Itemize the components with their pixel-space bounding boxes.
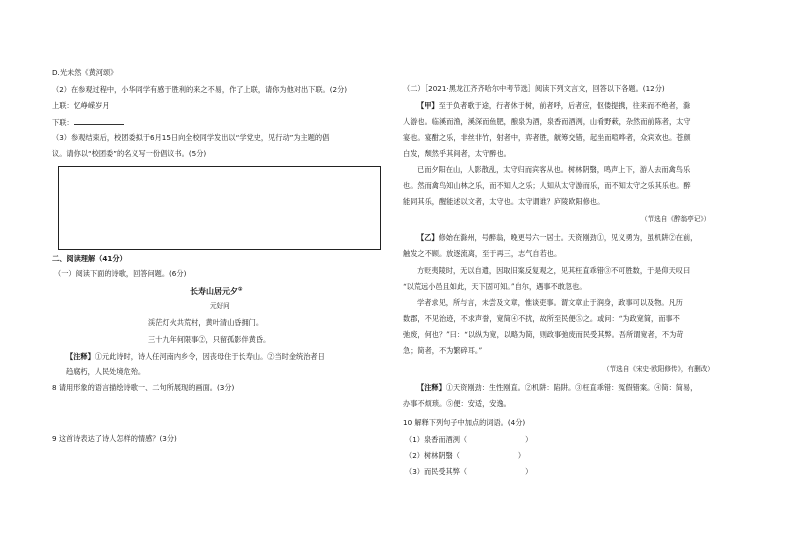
passage-yi-line-6: 数郡，不见治迹，不求声誉，宽简④不扰，故所至民便⑤之。或问：“为政宽简，而事不	[403, 314, 680, 323]
passage-jia-line-6: 也。然而禽鸟知山林之乐，而不知人之乐；人知从太守游而乐，而不知太守之乐其乐也。醉	[403, 181, 691, 190]
question-10: 10 解释下列句子中加点的词语。(4分)	[403, 418, 526, 427]
passage-yi-line-7: 弛废，何也？”曰：“以纵为宽，以略为简，则政事弛废而民受其弊。吾所谓宽者，不为苛	[403, 330, 684, 339]
poem-note-text-2: 趋腐朽，人民处境危殆。	[66, 367, 146, 376]
poem-line-1: 渓茫灯火共荒村，黄叶清山昏拥门。	[148, 318, 264, 327]
poem-title-footnote: ①	[238, 286, 243, 293]
passage-jia-line-2: 人游也。临溪而渔，溪深而鱼肥，酿泉为酒，泉香而酒洌，山肴野蔌，杂然而前陈者，太守	[403, 117, 691, 126]
passage-yi-line-4: “以荒远小邑且如此，天下固可知。”自尔，遇事不敢忽也。	[403, 282, 587, 291]
section-2-title: 二、阅读理解（41分）	[52, 254, 127, 263]
poem-author: 元好问	[210, 302, 230, 310]
q10-item-3: （3）而民受其弊（ ）	[405, 467, 533, 476]
couplet-lower-label: 下联：	[52, 118, 74, 127]
question-9: 9 这首诗表达了诗人怎样的情感？(3分)	[52, 434, 177, 443]
question-3-prompt-line2: 议。请你以“校团委”的名义写一份倡议书。(5分)	[52, 149, 207, 158]
poem-note-text: ①元此诗时，诗人任河南内乡令，因丧母住于长寿山。②当时金统治者日	[94, 352, 325, 361]
poem-line-2: 三十九年何限事②，只留孤影伴黄昏。	[148, 335, 271, 344]
classical-section-title: （二）［2021·黑龙江齐齐哈尔中考节选］阅读下列文言文，回答以下各题。(12分)	[403, 84, 665, 93]
q10-item-1: （1）泉香而酒洌（ ）	[405, 435, 533, 444]
passage-yi-line-1: 【乙】修始在滁州，号醉翁，晚更号六一居士。天资刚劲①，见义勇为，虽机阱②在前，	[417, 233, 698, 242]
passage-jia-line-4: 白发，颓然乎其间者，太守醉也。	[403, 149, 511, 158]
passage-yi-line-2: 触发之不顾。放逐流离，至于再三，志气自若也。	[403, 249, 562, 258]
couplet-lower	[52, 117, 124, 127]
poem-note	[66, 352, 325, 361]
poem-note-label: 【注释】	[66, 352, 95, 361]
poem-title: 长寿山居元夕①	[190, 286, 243, 296]
passage-yi-label: 【乙】	[417, 233, 439, 242]
option-d: D.光未然《黄河颂》	[52, 68, 118, 77]
couplet-lower-blank[interactable]	[74, 117, 124, 125]
question-8: 8 请用形象的语言描绘诗歌一、二句所展现的画面。(3分)	[52, 383, 235, 392]
passage-note-label: 【注释】	[417, 383, 446, 392]
passage-jia-line-1: 【甲】至于负者歌于途，行者休于树，前者呼，后者应，伛偻提携，往来而不绝者，滁	[417, 101, 691, 110]
q10-item-2: （2）树林阴翳（ ）	[405, 451, 526, 460]
passage-jia-line-5: 已而夕阳在山，人影散乱，太守归而宾客从也。树林阴翳，鸣声上下，游人去而禽鸟乐	[417, 165, 691, 174]
passage-yi-line-8: 急；简者，不为繁碎耳。”	[403, 346, 483, 355]
couplet-upper: 上联：忆峥嵘岁月	[52, 101, 110, 110]
passage-yi-source: （节选自《宋史·欧阳修传》，有删改）	[603, 365, 714, 373]
passage-yi-line-3: 方贬夷陵时，无以自遣，因取旧案反复观之，见其枉直乖错③不可胜数，于是仰天叹曰	[417, 266, 691, 275]
passage-note-line-1: 【注释】①天资刚劲：生性刚直。②机阱：陷阱。③枉直乖错：冤假错案。④简：简易，	[417, 383, 698, 392]
poem-section-title: （一）阅读下面的诗歌，回答问题。(6分)	[54, 269, 187, 278]
passage-note-line-2: 办事不烦琐。⑤便：安适，安逸。	[403, 399, 511, 408]
passage-jia-line-3: 宴也。宴酣之乐，非丝非竹，射者中，弈者胜，觥筹交错，起坐而喧哗者，众宾欢也。苍颜	[403, 133, 691, 142]
question-2-prompt: （2）在参观过程中，小华同学有感于胜利的来之不易，作了上联，请你为他对出下联。(2分)	[52, 85, 348, 94]
passage-yi-line-5: 学者求见，所与言，未尝及文章，惟谈吏事。谓文章止于润身，政事可以及物。凡历	[417, 298, 683, 307]
passage-jia-line-7: 能同其乐，醒能述以文者，太守也。太守谓谁？庐陵欧阳修也。	[403, 197, 605, 206]
passage-jia-source: （节选自《醉翁亭记》）	[641, 215, 711, 223]
proposal-answer-box[interactable]	[58, 166, 381, 250]
passage-jia-label: 【甲】	[417, 101, 439, 110]
question-3-prompt-line1: （3）参观结束后，校团委拟于6月15日向全校同学发出以“学党史，见行动”为主题的倡	[52, 133, 330, 142]
